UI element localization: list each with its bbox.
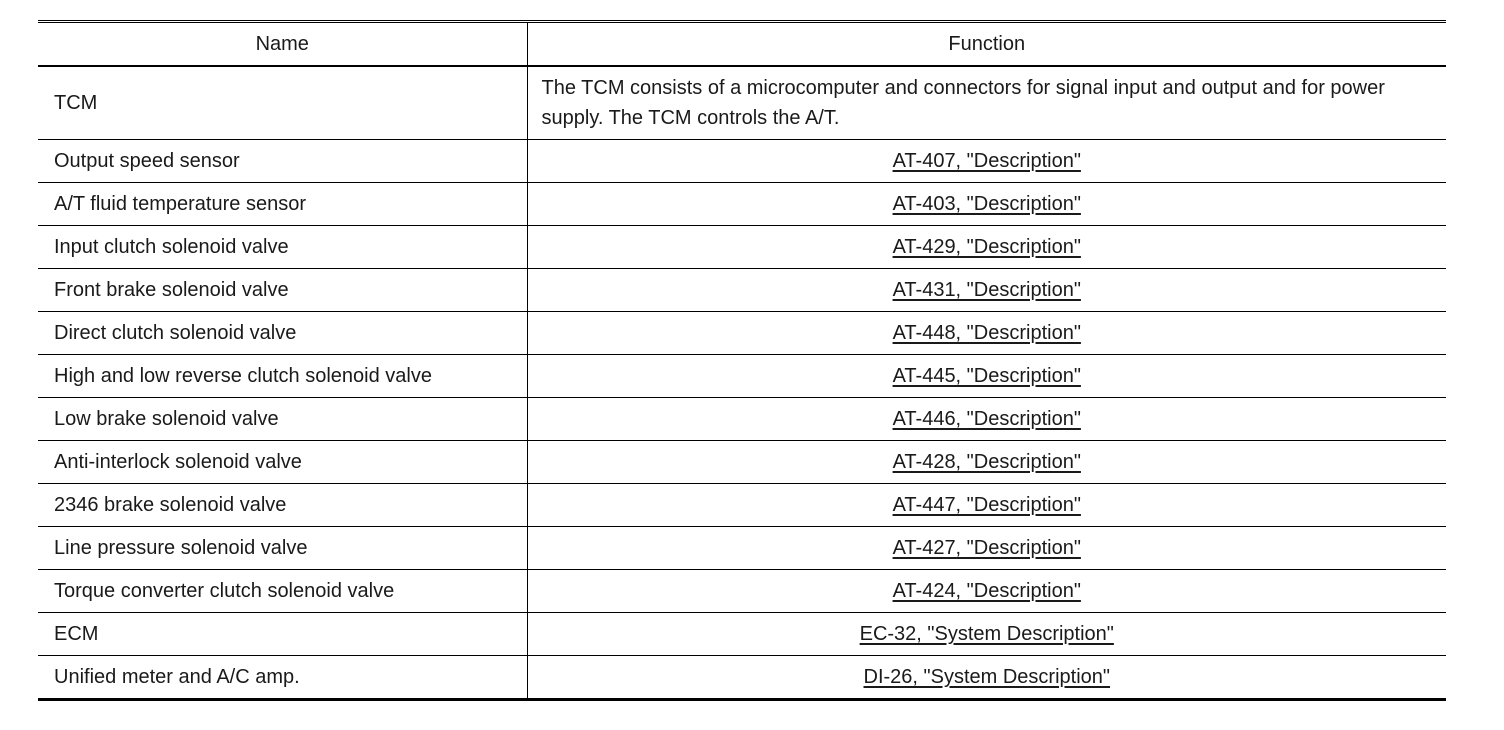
component-name: A/T fluid temperature sensor (38, 183, 527, 226)
component-name: Input clutch solenoid valve (38, 226, 527, 269)
table-row (38, 527, 1446, 570)
table-row (38, 441, 1446, 484)
component-name: Low brake solenoid valve (38, 398, 527, 441)
function-reference-link[interactable]: AT-446, "Description" (892, 408, 1081, 430)
component-name: Direct clutch solenoid valve (38, 312, 527, 355)
component-function-table (38, 20, 1446, 701)
function-reference-link[interactable]: EC-32, "System Description" (859, 623, 1114, 645)
table-header-row (38, 22, 1446, 67)
component-name: Line pressure solenoid valve (38, 527, 527, 570)
component-name: High and low reverse clutch solenoid valve (38, 355, 527, 398)
function-reference-link[interactable]: AT-445, "Description" (892, 365, 1081, 387)
table-row (38, 656, 1446, 700)
table-row (38, 570, 1446, 613)
table-row (38, 66, 1446, 140)
component-name: Anti-interlock solenoid valve (38, 441, 527, 484)
component-name: ECM (38, 613, 527, 656)
component-name: Unified meter and A/C amp. (38, 656, 527, 700)
header-function: Function (527, 22, 1446, 67)
table-row (38, 269, 1446, 312)
component-function: The TCM consists of a microcomputer and connectors for signal input and output and for power supply. The TCM controls the A/T. (527, 66, 1446, 140)
component-name: Front brake solenoid valve (38, 269, 527, 312)
table-row (38, 226, 1446, 269)
table-row (38, 484, 1446, 527)
function-reference-link[interactable]: AT-407, "Description" (892, 150, 1081, 172)
table-row (38, 613, 1446, 656)
component-name: 2346 brake solenoid valve (38, 484, 527, 527)
table-row (38, 355, 1446, 398)
function-reference-link[interactable]: AT-428, "Description" (892, 451, 1081, 473)
function-reference-link[interactable]: DI-26, "System Description" (863, 666, 1110, 688)
function-reference-link[interactable]: AT-447, "Description" (892, 494, 1081, 516)
table-row (38, 140, 1446, 183)
component-name: Torque converter clutch solenoid valve (38, 570, 527, 613)
function-reference-link[interactable]: AT-403, "Description" (892, 193, 1081, 215)
function-reference-link[interactable]: AT-431, "Description" (892, 279, 1081, 301)
function-reference-link[interactable]: AT-429, "Description" (892, 236, 1081, 258)
component-name: Output speed sensor (38, 140, 527, 183)
function-reference-link[interactable]: AT-424, "Description" (892, 580, 1081, 602)
table-row (38, 398, 1446, 441)
table-row (38, 312, 1446, 355)
function-reference-link[interactable]: AT-427, "Description" (892, 537, 1081, 559)
table-row (38, 183, 1446, 226)
function-reference-link[interactable]: AT-448, "Description" (892, 322, 1081, 344)
header-name: Name (38, 22, 527, 67)
component-name: TCM (38, 66, 527, 140)
